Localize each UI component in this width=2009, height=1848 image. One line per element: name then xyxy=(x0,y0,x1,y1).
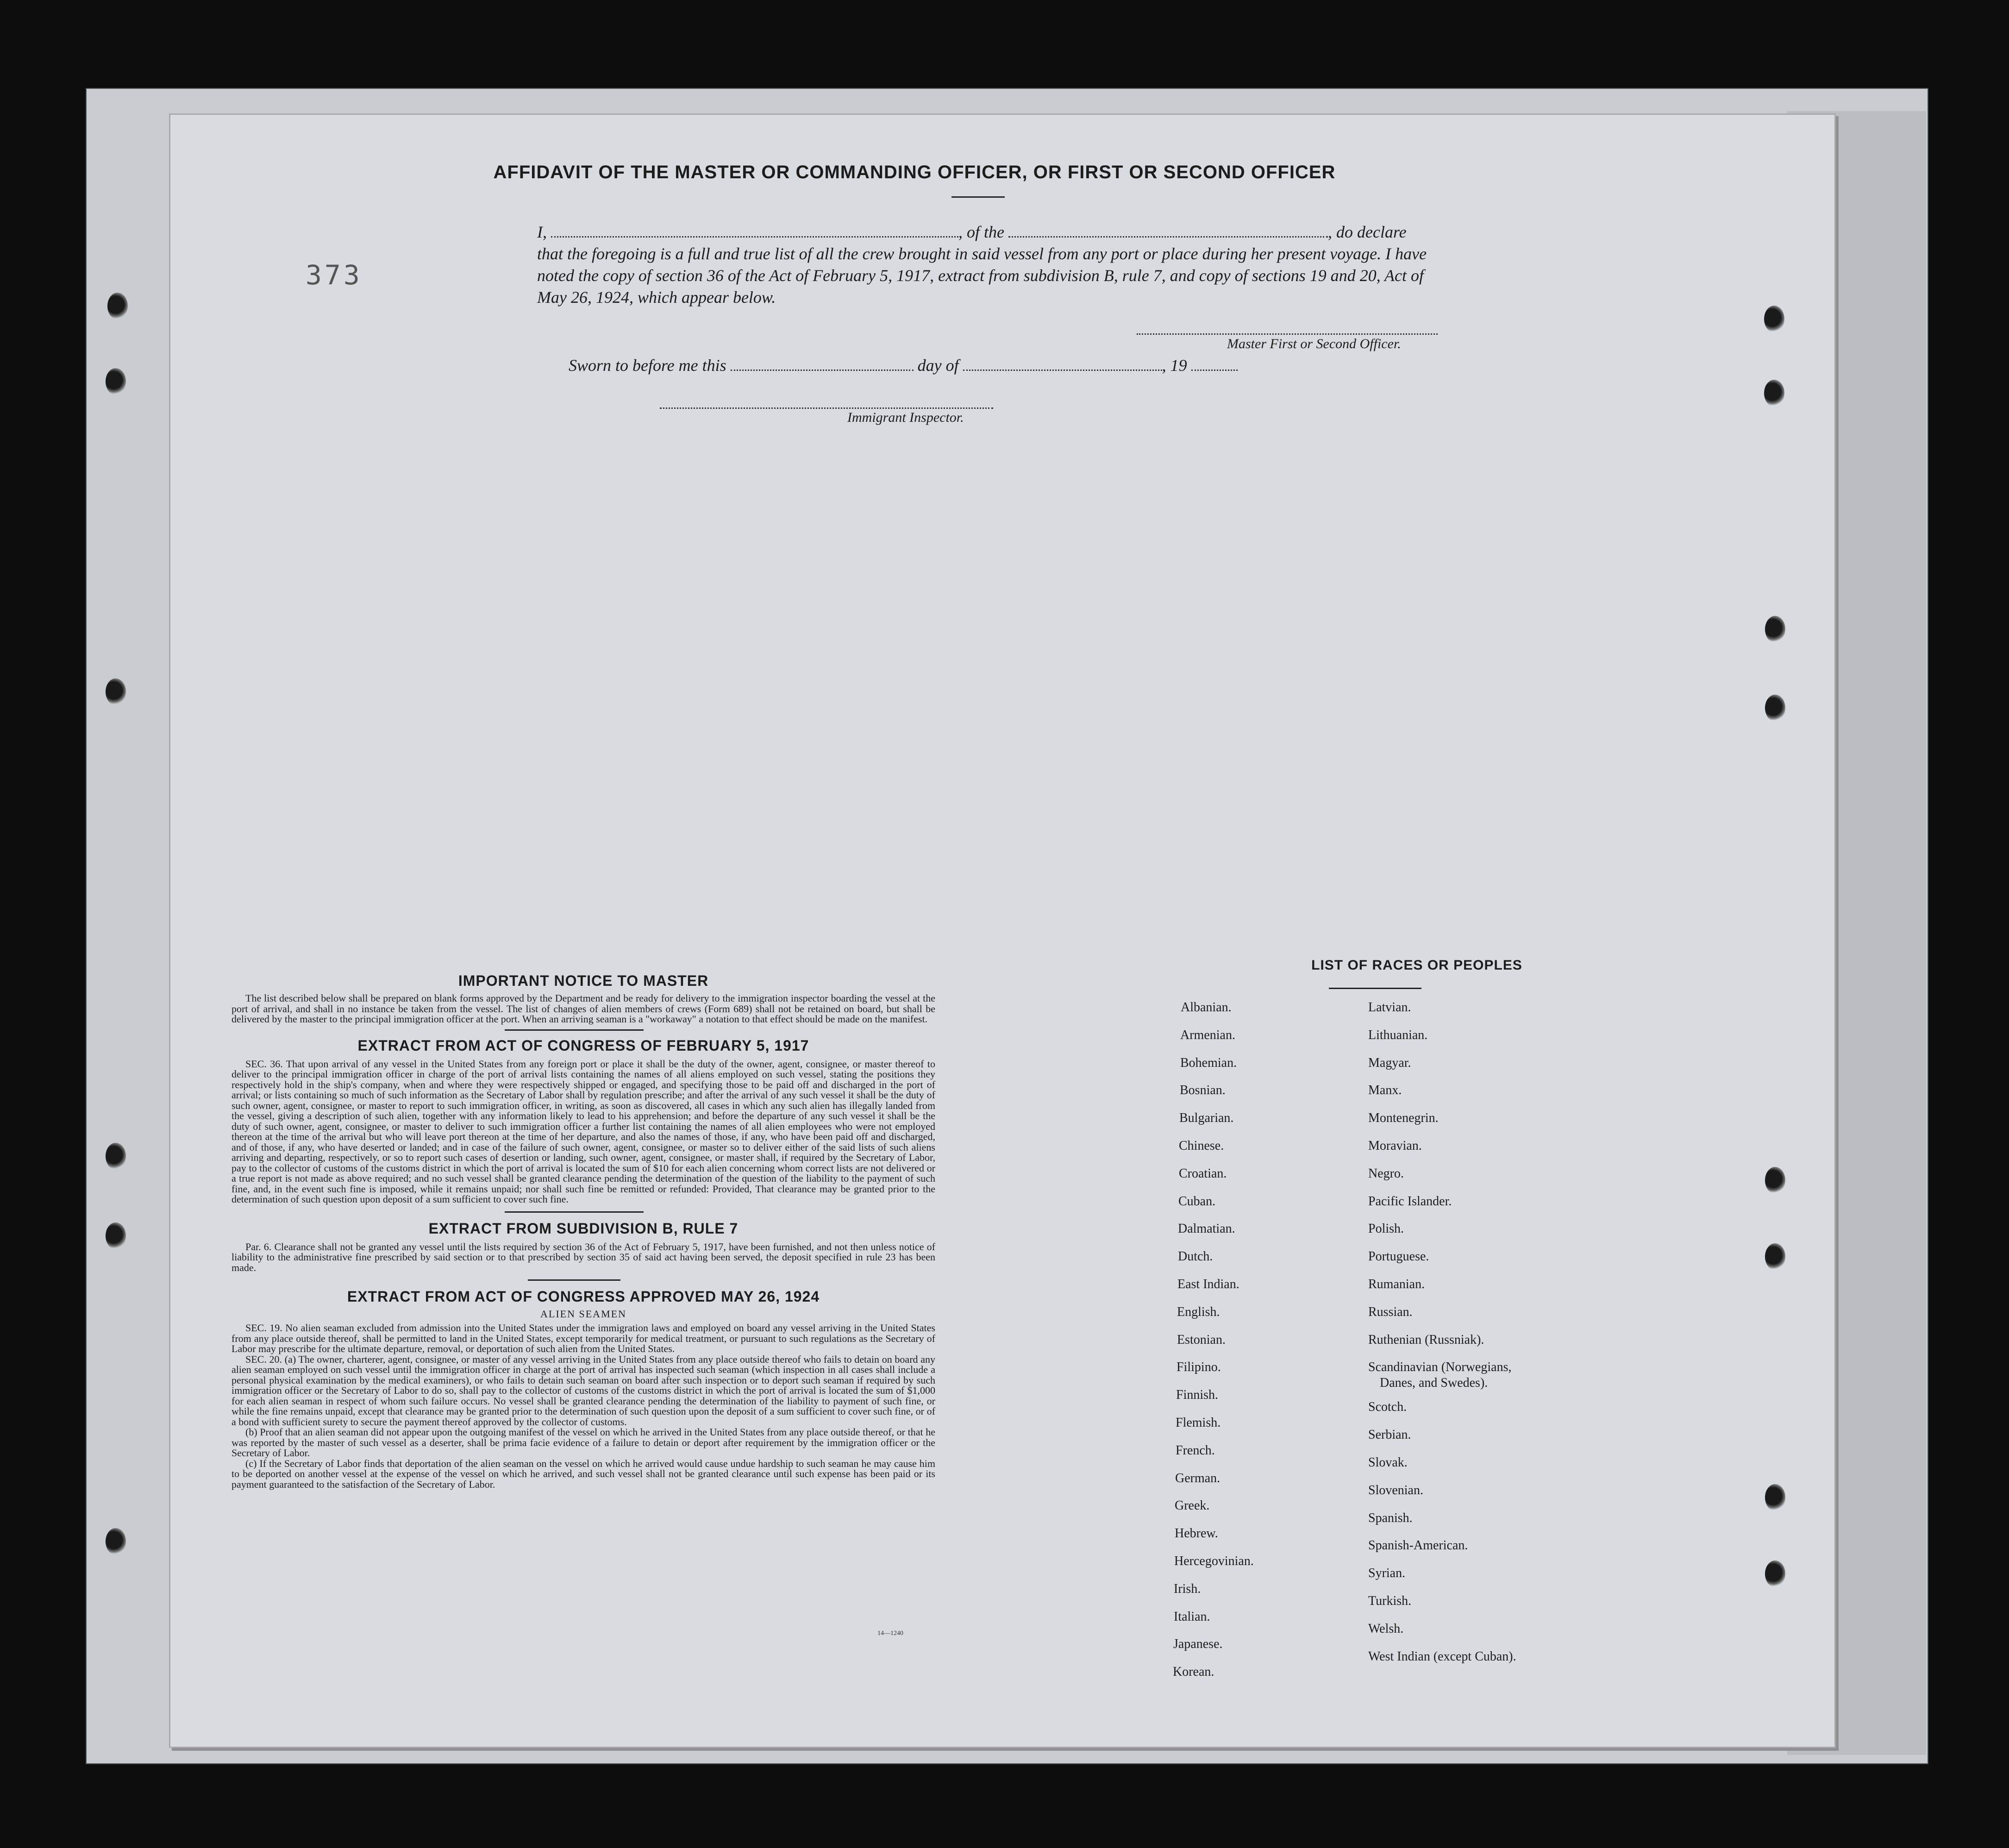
race-item: Dalmatian. xyxy=(1178,1222,1235,1236)
day-of-label: day of xyxy=(917,356,959,375)
sworn-prefix: Sworn to before me this xyxy=(569,356,726,375)
race-item: Negro. xyxy=(1368,1166,1404,1181)
extract-rule7-title: EXTRACT FROM SUBDIVISION B, RULE 7 xyxy=(428,1220,739,1237)
day-blank[interactable] xyxy=(731,356,914,371)
race-item: Flemish. xyxy=(1176,1416,1221,1430)
master-signature-line[interactable] xyxy=(1137,333,1438,335)
section-divider xyxy=(505,1029,644,1031)
extract-rule7-text: Par. 6. Clearance shall not be granted any vessel until the lists required by section 36 of the Act of February 5, 1917, have been furnished, and not then unless notice of liability to the administrative fine prescribed by said section or to that prescribed by section 35 of said act having been served, the deposit specified in rule 23 has been made. xyxy=(232,1240,935,1273)
race-item: Cuban. xyxy=(1178,1194,1216,1209)
race-item: Bohemian. xyxy=(1180,1055,1237,1070)
race-item: Italian. xyxy=(1174,1609,1210,1624)
year-prefix: , 19 xyxy=(1162,356,1187,375)
binder-hole xyxy=(107,293,128,319)
binder-hole xyxy=(1765,1560,1785,1587)
race-item: Scotch. xyxy=(1368,1400,1407,1415)
binder-hole xyxy=(1764,380,1784,407)
race-item: Estonian. xyxy=(1177,1332,1226,1347)
section-divider xyxy=(505,1211,644,1213)
race-item: Turkish. xyxy=(1368,1594,1412,1608)
race-item: Danes, and Swedes). xyxy=(1380,1376,1488,1391)
declaration-text: that the foregoing is a full and true list of all the crew brought in said vessel from any port or place during her present voyage. I have noted the copy of section 36 of the Act of February 5, 1917, extract from subdivision B, rule 7, and copy of sections 19 and 20, Act of May 26, 1924, which appear below. xyxy=(537,244,1427,307)
sworn-line xyxy=(569,356,1238,375)
inspector-signature-label: Immigrant Inspector. xyxy=(847,410,964,425)
binder-hole xyxy=(106,1528,126,1555)
i-label: I, xyxy=(537,223,547,241)
title-divider xyxy=(951,196,1005,198)
binder-hole xyxy=(1765,1484,1785,1511)
race-item: Montenegrin. xyxy=(1368,1111,1439,1126)
race-item: Ruthenian (Russniak). xyxy=(1368,1332,1484,1347)
race-item: Slovak. xyxy=(1368,1455,1408,1470)
race-item: Magyar. xyxy=(1368,1055,1411,1070)
section-divider xyxy=(528,1279,620,1281)
race-item: Japanese. xyxy=(1173,1637,1223,1652)
race-item: Moravian. xyxy=(1368,1139,1422,1153)
binder-hole xyxy=(1765,616,1785,643)
form-number: 14—1240 xyxy=(877,1630,903,1637)
race-item: Rumanian. xyxy=(1368,1277,1425,1291)
extract-1924-title: EXTRACT FROM ACT OF CONGRESS APPROVED MAY 26, 1924 xyxy=(347,1288,820,1305)
binder-hole xyxy=(106,368,126,395)
name-blank[interactable] xyxy=(551,222,958,238)
races-title: LIST OF RACES OR PEOPLES xyxy=(1311,958,1522,973)
notice-title: IMPORTANT NOTICE TO MASTER xyxy=(458,972,709,989)
race-item: Pacific Islander. xyxy=(1368,1194,1452,1209)
declaration-line xyxy=(537,221,1454,243)
extract-1924-subtitle: ALIEN SEAMEN xyxy=(540,1308,626,1320)
binder-hole xyxy=(106,678,126,705)
race-item: Spanish-American. xyxy=(1368,1538,1468,1553)
race-item: Armenian. xyxy=(1180,1027,1235,1042)
race-item: Bulgarian. xyxy=(1179,1111,1234,1126)
notice-text: The list described below shall be prepared on blank forms approved by the Department and be ready for delivery to the immigration inspector boarding the vessel at the port of arrival, and shall in no instance be taken from the vessel. The list of changes of alien members of crews (Form 689) shall not be retained on board, but shall be delivered by the master to the principal immigration officer at the port. When an arriving seaman is a "workaway" a notation to that effect should be made on the manifest. xyxy=(232,992,935,1025)
of-the-label: , of the xyxy=(958,223,1004,241)
race-item: Hebrew. xyxy=(1175,1526,1218,1541)
vessel-blank[interactable] xyxy=(1008,222,1328,238)
section-20a-text: SEC. 20. (a) The owner, charterer, agent, consignee, or master of any vessel arriving in the United States from any place outside thereof who fails to detain on board any alien seaman employed on such vessel until the immigration officer in charge at the port of arrival has inspected such seaman (which inspection in all cases shall include a personal physical examination by the medical examiners), or who fails to detain such seaman on board after such inspection or to deport such seaman if required by such immigration officer or the Secretary of Labor to do so, shall pay to the collector of customs of the customs district in which the port of arrival is located the sum of $1,000 for each alien seaman in respect of whom such failure occurs. No vessel shall be granted clearance pending the determination of the liability to payment of such fine, or while the fine remains unpaid, except that clearance may be granted prior to the determination of such question upon the deposit of a sum sufficient to cover such fine, or of a bond with sufficient surety to secure the payment thereof approved by the collector of customs. xyxy=(232,1353,935,1428)
race-item: Greek. xyxy=(1175,1498,1210,1513)
section-20c-text: (c) If the Secretary of Labor finds that deportation of the alien seaman on the vessel on which he arrived would cause undue hardship to such seaman he may cause him to be deported on another vessel at the expense of the vessel on which he arrived, and such vessel shall not be granted clearance until such expense has been paid or its payment guaranteed to the satisfaction of the Secretary of Labor. xyxy=(232,1457,935,1490)
race-item: German. xyxy=(1175,1471,1220,1485)
race-item: Manx. xyxy=(1368,1083,1402,1098)
margin-handwritten-number: 373 xyxy=(306,259,363,291)
race-item: East Indian. xyxy=(1177,1277,1239,1291)
race-item: Spanish. xyxy=(1368,1510,1413,1525)
affidavit-title: AFFIDAVIT OF THE MASTER OR COMMANDING OFFICER, OR FIRST OR SECOND OFFICER xyxy=(493,162,1336,182)
race-item: West Indian (except Cuban). xyxy=(1368,1649,1516,1664)
race-item: Bosnian. xyxy=(1180,1083,1226,1098)
race-item: French. xyxy=(1176,1443,1215,1458)
race-item: Scandinavian (Norwegians, xyxy=(1368,1360,1512,1375)
notice-section xyxy=(232,972,935,1490)
race-item: Serbian. xyxy=(1368,1428,1411,1442)
binder-hole xyxy=(1765,1243,1785,1270)
race-item: Lithuanian. xyxy=(1368,1027,1428,1042)
races-divider xyxy=(1329,988,1421,989)
race-item: Syrian. xyxy=(1368,1566,1406,1581)
race-item: Portuguese. xyxy=(1368,1249,1429,1264)
inspector-signature-line[interactable] xyxy=(660,407,993,409)
race-item: Chinese. xyxy=(1179,1139,1224,1153)
binder-hole xyxy=(1765,1167,1785,1194)
extract-1917-title: EXTRACT FROM ACT OF CONGRESS OF FEBRUARY 5, 1917 xyxy=(357,1037,809,1054)
race-item: Welsh. xyxy=(1368,1621,1404,1636)
race-item: English. xyxy=(1177,1304,1220,1319)
affidavit-body xyxy=(537,221,1454,308)
race-item: Dutch. xyxy=(1178,1249,1213,1264)
race-item: Latvian. xyxy=(1368,1000,1411,1015)
binder-hole xyxy=(106,1143,126,1170)
binder-hole xyxy=(106,1222,126,1249)
binder-hole xyxy=(1764,306,1784,332)
month-blank[interactable] xyxy=(963,356,1162,371)
race-item: Filipino. xyxy=(1177,1360,1221,1375)
race-item: Polish. xyxy=(1368,1222,1404,1236)
binder-hole xyxy=(1765,695,1785,721)
race-item: Hercegovinian. xyxy=(1174,1554,1254,1568)
race-item: Russian. xyxy=(1368,1304,1413,1319)
section-19-text: SEC. 19. No alien seaman excluded from admission into the United States under the immigration laws and employed on board any vessel arriving in the United States from any place outside thereof, shall be permitted to land in the United States, except temporarily for medical treatment, or pursuant to such regulations as the Secretary of Labor may prescribe for the ultimate departure, removal, or deportation of such alien from the United States. xyxy=(232,1322,935,1354)
race-item: Korean. xyxy=(1173,1665,1214,1679)
extract-1917-text: SEC. 36. That upon arrival of any vessel in the United States from any foreign port or place it shall be the duty of the owner, agent, consignee, or master thereof to deliver to the principal immigration officer in charge of the port of arrival lists containing the names of all aliens employed on such vessel, stating the positions they respectively hold in the ship's company, when and where they were respectively shipped or engaged, and specifying those to be paid off and discharged in the port of arrival; or lists containing so much of such information as the Secretary of Labor shall by regulation prescribe; and after the arrival of any such vessel it shall be the duty of such owner, agent, consignee, or master to report to such immigration officer, in writing, as soon as discovered, all cases in which any such alien has illegally landed from the vessel, giving a description of such alien, together with any information likely to lead to his apprehension; and before the departure of any such vessel it shall be the duty of such owner, agent, consignee, or master to deliver to such immigration officer a further list containing the names of all alien employees who were not employed thereon at the time of the arrival but who will leave port thereon at the time of her departure, and also the names of those, if any, who have been paid off and discharged, and of those, if any, who have deserted or landed; and in case of the failure of such owner, agent, consignee, or master so to deliver either of the said lists of such aliens arriving and departing, respectively, or so to report such cases of desertion or landing, such owner, agent, consignee, or master shall, if required by the Secretary of Labor, pay to the collector of customs of the customs district in which the port of arrival is located the sum of $10 for each alien concerning whom correct lists are not delivered or a true report is not made as above required; and no such vessel shall be granted clearance pending the determination of the question of the liability to the payment of such fine, and, in the event such fine is imposed, while it remains unpaid; nor shall such fine be remitted or refunded: Provided, That clearance may be granted prior to the determination of such question upon deposit of a sum sufficient to cover such fine. xyxy=(232,1058,935,1205)
year-blank[interactable] xyxy=(1191,356,1238,371)
race-item: Finnish. xyxy=(1176,1388,1219,1403)
master-signature-label: Master First or Second Officer. xyxy=(1227,336,1401,351)
race-item: Slovenian. xyxy=(1368,1483,1423,1497)
race-item: Croatian. xyxy=(1179,1166,1227,1181)
section-20b-text: (b) Proof that an alien seaman did not appear upon the outgoing manifest of the vessel on which he arrived in the United States from any place outside thereof, or that he was reported by the master of such vessel as a deserter, shall be prima facie evidence of a failure to detain or deport after requirement by the immigration officer or the Secretary of Labor. xyxy=(232,1426,935,1459)
race-item: Albanian. xyxy=(1181,1000,1232,1015)
do-declare-label: , do declare xyxy=(1327,223,1407,241)
race-item: Irish. xyxy=(1174,1581,1201,1596)
